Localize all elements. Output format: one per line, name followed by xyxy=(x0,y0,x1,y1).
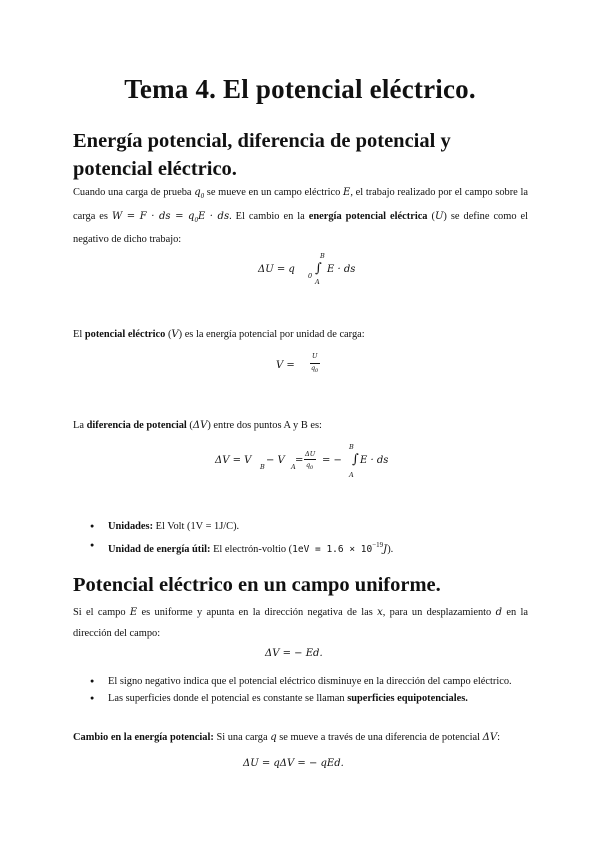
equation-potential: V = U q 0 xyxy=(276,352,319,374)
units-list xyxy=(90,519,530,557)
difference-paragraph: La diferencia de potencial (ΔV) entre dos puntos A y B es: xyxy=(73,420,322,431)
list-item: ● Las superficies donde el potencial es constante se llaman superficies equipotenciales. xyxy=(90,691,530,706)
equation-potential-energy: ΔU = q 0 ∫ B A E · ds xyxy=(258,252,356,286)
list-item: ● El signo negativo indica que el potencial eléctrico disminuye en la dirección del campo eléctrico. xyxy=(90,674,530,689)
equation-energy-change: ΔU = qΔV = − qEd. xyxy=(243,758,344,769)
section-heading-uniform-field: Potencial eléctrico en un campo uniforme. xyxy=(73,574,441,596)
section-heading-energy: Energía potencial, diferencia de potencial y potencial eléctrico. xyxy=(73,130,451,180)
page-title: Tema 4. El potencial eléctrico. xyxy=(124,74,476,104)
intro-paragraph: Cuando una carga de prueba $q_0$ se mueve en un campo eléctrico E, el trabajo realizado por el campo sobre la carga es W = F · ds = $q_0E$ · ds. El cambio en la energía potencial eléctrica (U) se define como el negativo de dicho trabajo: xyxy=(73,187,529,245)
list-item: ● Unidades: El Volt (1V = 1J/C). xyxy=(90,519,530,534)
equation-potential-difference: ΔV = V B − V A = ΔU q 0 = − ∫ B A E · ds xyxy=(215,443,389,479)
uniform-field-paragraph: Si el campo E es uniforme y apunta en la dirección negativa de las x, para un desplazamiento d en la dirección del campo: xyxy=(73,607,528,639)
potential-paragraph: El potencial eléctrico (V) es la energía potencial por unidad de carga: xyxy=(73,329,365,340)
list-item: ● Unidad de energía útil: El electrón-voltio $(1eV = 1.6 \times 10^{-19}J)$. xyxy=(90,538,530,557)
equation-uniform-field: ΔV = − Ed. xyxy=(265,648,323,659)
uniform-field-list xyxy=(90,674,530,706)
energy-change-paragraph: Cambio en la energía potencial: Si una carga q se mueve a través de una diferencia de potencial ΔV: xyxy=(73,732,500,743)
